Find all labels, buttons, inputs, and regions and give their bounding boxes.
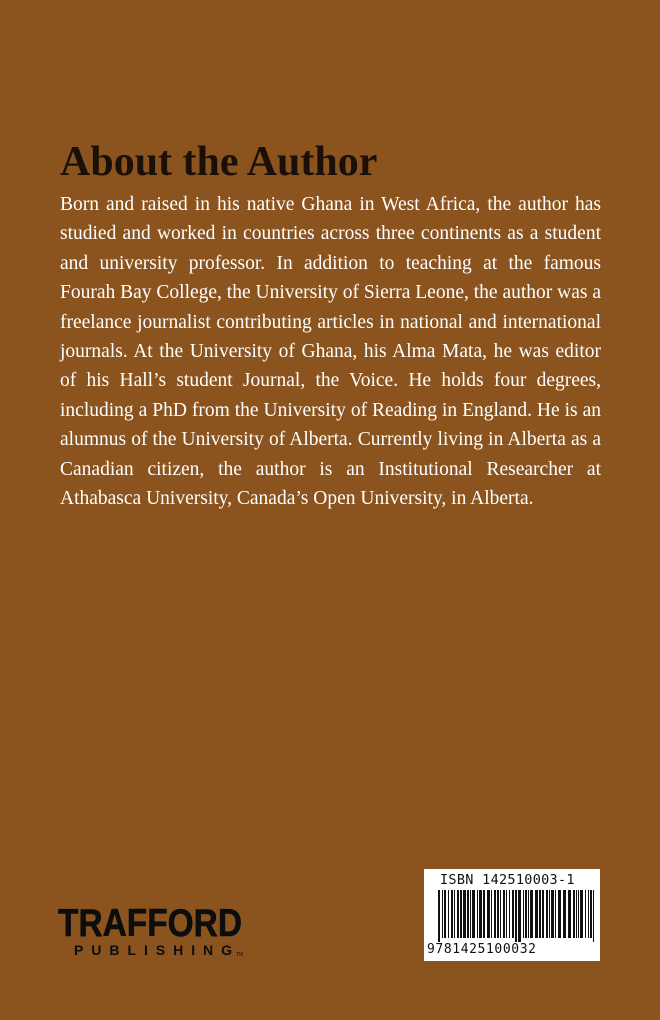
barcode-bar xyxy=(483,890,485,938)
barcode-bar xyxy=(509,890,510,938)
publisher-logo xyxy=(58,902,248,962)
barcode-bar xyxy=(593,890,594,942)
publisher-tagline: PUBLISHING xyxy=(74,942,232,958)
barcode-bar xyxy=(494,890,496,938)
barcode-bar xyxy=(479,890,482,938)
barcode-bar xyxy=(487,890,490,938)
trafford-publishing-logo-icon xyxy=(58,902,248,962)
barcode-bar xyxy=(542,890,544,938)
barcode-bar xyxy=(438,890,440,942)
barcode-bar xyxy=(590,890,592,938)
ean-13-barcode-icon xyxy=(438,890,596,942)
barcode-bar xyxy=(578,890,579,938)
barcode-bar xyxy=(539,890,541,938)
barcode-bar xyxy=(444,890,446,938)
barcode-bar xyxy=(451,890,453,938)
barcode-bar xyxy=(549,890,550,938)
page-title: About the Author xyxy=(60,139,378,185)
author-bio: Born and raised in his native Ghana in West Africa, the author has studied and worked in countries across three continents as a student and university professor. In addition to teaching at the famous Fourah Bay College, the University of Sierra Leone, the author was a freelance journalist contributing articles in national and international journals. At the University of Ghana, his Alma Mata, he was editor of his Hall’s student Journal, the Voice. He holds four degrees, including a PhD from the University of Reading in England. He is an alumnus of the University of Alberta. Currently living in Alberta as a Canadian citizen, the author is an Institutional Researcher at Athabasca University, Canada’s Open University, in Alberta. xyxy=(60,194,601,510)
barcode-bar xyxy=(515,890,517,942)
barcode-bar xyxy=(477,890,478,938)
barcode-bar xyxy=(588,890,589,938)
barcode-bar xyxy=(512,890,514,938)
barcode-bar xyxy=(585,890,586,938)
barcode-bar xyxy=(457,890,459,938)
isbn-label: ISBN 142510003-1 xyxy=(440,872,575,888)
barcode-bar xyxy=(576,890,577,938)
barcode-bar xyxy=(573,890,575,938)
barcode-bar xyxy=(500,890,501,938)
barcode-bar xyxy=(497,890,499,938)
publisher-trademark: TM xyxy=(236,952,244,958)
barcode-bar xyxy=(530,890,533,938)
barcode-bar xyxy=(463,890,466,938)
ean-number: 9781425100032 xyxy=(427,942,537,957)
barcode-bar xyxy=(523,890,524,938)
barcode-bar xyxy=(555,890,556,938)
barcode-bar xyxy=(470,890,471,938)
barcode-bar xyxy=(460,890,462,938)
barcode-bar xyxy=(442,890,443,938)
barcode-bar xyxy=(518,890,521,942)
isbn-barcode xyxy=(424,869,600,961)
barcode-bar xyxy=(491,890,492,938)
barcode-bar xyxy=(558,890,561,938)
barcode-bar xyxy=(551,890,554,938)
barcode-bar xyxy=(525,890,527,938)
barcode-bar xyxy=(467,890,469,938)
barcode-bar xyxy=(580,890,583,938)
barcode-bar xyxy=(472,890,475,938)
barcode-bar xyxy=(448,890,449,938)
publisher-name: TRAFFORD xyxy=(58,902,242,945)
barcode-bar xyxy=(503,890,505,938)
barcode-bar xyxy=(535,890,538,938)
barcode-bar xyxy=(528,890,529,938)
barcode-bar xyxy=(563,890,566,938)
barcode-bar xyxy=(568,890,571,938)
barcode-bar xyxy=(506,890,507,938)
barcode-bar xyxy=(546,890,548,938)
barcode-bar xyxy=(454,890,455,938)
